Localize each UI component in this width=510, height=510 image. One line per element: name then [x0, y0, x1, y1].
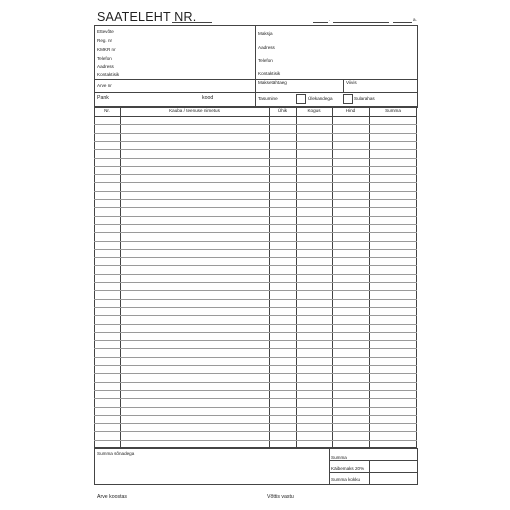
table-row[interactable]: [94, 315, 417, 316]
table-row[interactable]: [94, 373, 417, 374]
table-row[interactable]: [94, 182, 417, 183]
date-separator: .: [329, 17, 331, 22]
receiver-phone-label: Telefon: [258, 58, 273, 63]
viivis-divider: [343, 79, 344, 92]
table-row[interactable]: [94, 398, 417, 399]
document-title: SAATELEHT NR.: [97, 10, 197, 24]
table-row[interactable]: [94, 174, 417, 175]
vat-label: Käibemaks 20%: [331, 466, 365, 471]
table-row[interactable]: [94, 390, 417, 391]
table-row[interactable]: [94, 249, 417, 250]
totals-row-1: [329, 460, 417, 461]
transfer-label: Ülekandega: [308, 96, 333, 101]
table-row[interactable]: [94, 241, 417, 242]
date-month-line[interactable]: [333, 22, 389, 23]
header-row-divider-1: [94, 79, 417, 80]
total-sum-label: Summa: [331, 455, 347, 460]
table-row[interactable]: [94, 133, 417, 134]
bank-code-label: kood: [202, 95, 214, 101]
prepared-by-label: Arve koostas: [97, 494, 127, 500]
sender-contact-label: Kontaktisik: [97, 72, 120, 77]
grand-total-label: Summa kokku: [331, 477, 361, 482]
table-row[interactable]: [94, 199, 417, 200]
cash-label: Sularahas: [354, 96, 375, 101]
table-row[interactable]: [94, 423, 417, 424]
sum-in-words-label: Summa sõnadega: [97, 451, 135, 456]
table-row[interactable]: [94, 124, 417, 125]
table-row[interactable]: [94, 224, 417, 225]
sender-phone-label: Telefon: [97, 56, 112, 61]
col-header-quantity: Kogus: [307, 108, 321, 113]
table-row[interactable]: [94, 332, 417, 333]
table-row[interactable]: [94, 191, 417, 192]
table-row[interactable]: [94, 265, 417, 266]
table-row[interactable]: [94, 340, 417, 341]
table-row[interactable]: [94, 282, 417, 283]
transfer-checkbox[interactable]: [296, 94, 306, 104]
table-row[interactable]: [94, 431, 417, 432]
table-row[interactable]: [94, 116, 417, 117]
header-center-divider: [255, 25, 256, 106]
table-row[interactable]: [94, 348, 417, 349]
table-row[interactable]: [94, 382, 417, 383]
table-row[interactable]: [94, 290, 417, 291]
table-row[interactable]: [94, 307, 417, 308]
table-row[interactable]: [94, 257, 417, 258]
totals-divider: [329, 448, 330, 484]
received-by-label: Võttis vastu: [267, 494, 294, 500]
col-header-item: Kauba / teenuse nimetus: [169, 108, 220, 113]
table-row[interactable]: [94, 299, 417, 300]
table-row[interactable]: [94, 141, 417, 142]
date-year-line[interactable]: [393, 22, 412, 23]
header-row-divider-2: [94, 92, 417, 93]
date-year-suffix: a.: [413, 17, 417, 22]
sender-reg-label: Reg. nr: [97, 38, 113, 43]
penalty-label: Viivis: [346, 80, 357, 85]
col-header-unit: Ühik: [277, 108, 288, 113]
col-header-price: Hind: [345, 108, 356, 113]
cash-checkbox[interactable]: [343, 94, 353, 104]
table-row[interactable]: [94, 158, 417, 159]
payment-method-label: Tasumine: [258, 96, 278, 101]
table-row[interactable]: [94, 149, 417, 150]
due-date-label: Maksetähtaeg: [258, 80, 287, 85]
totals-row-2: [329, 472, 417, 473]
table-row[interactable]: [94, 365, 417, 366]
table-row[interactable]: [94, 440, 417, 441]
table-row[interactable]: [94, 324, 417, 325]
sender-company-label: Ettevõte: [97, 29, 114, 34]
receiver-contact-label: Kontaktisik: [258, 71, 281, 76]
table-row[interactable]: [94, 357, 417, 358]
table-row[interactable]: [94, 415, 417, 416]
table-row[interactable]: [94, 274, 417, 275]
col-header-sum: Summa: [385, 108, 401, 113]
bank-label: Pank: [97, 95, 109, 101]
table-row[interactable]: [94, 166, 417, 167]
receiver-address-label: Aadress: [258, 45, 275, 50]
sender-vat-label: KMKR nr: [97, 47, 116, 52]
totals-value-divider: [369, 460, 370, 484]
date-day-line[interactable]: [313, 22, 328, 23]
title-number-line[interactable]: [172, 22, 212, 23]
table-row[interactable]: [94, 216, 417, 217]
sender-address-label: Aadress: [97, 64, 114, 69]
table-row[interactable]: [94, 232, 417, 233]
table-row[interactable]: [94, 407, 417, 408]
col-header-nr: Nr.: [104, 108, 110, 113]
table-row[interactable]: [94, 207, 417, 208]
receiver-payer-label: Maksja: [258, 31, 273, 36]
printer-info: [88, 445, 92, 446]
invoice-number-label: Arve nr: [97, 83, 112, 88]
